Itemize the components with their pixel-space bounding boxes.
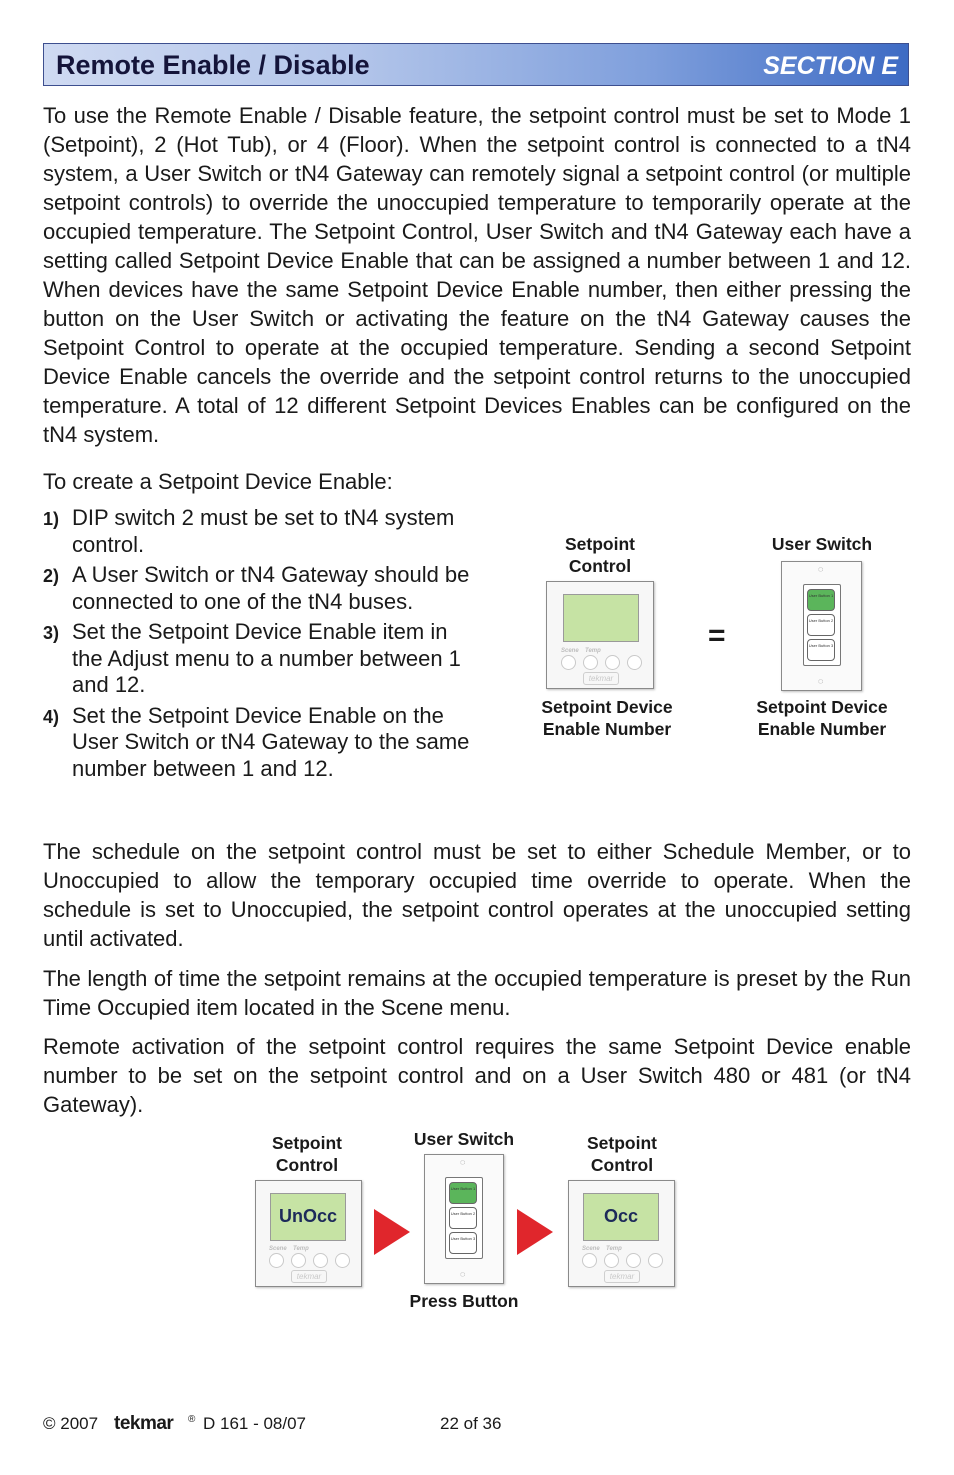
device-screen: Occ [583, 1193, 659, 1241]
section-banner [43, 43, 909, 86]
scene-button-label: Scene [269, 1246, 287, 1252]
figure2-right-label: Setpoint Control [587, 1133, 657, 1175]
temp-button-label: Temp [293, 1246, 309, 1252]
runtime-paragraph: The length of time the setpoint remains at the occupied temperature is preset by the Run Time Occupied item located in the Scene menu. [43, 966, 911, 1020]
device-button [313, 1253, 328, 1268]
user-switch-frame [445, 1177, 483, 1259]
user-button-2: User Button 2 [449, 1207, 477, 1229]
figure2-middle-label: User Switch [413, 1129, 515, 1149]
step-list [43, 505, 473, 786]
screw: ◌ [460, 1269, 466, 1279]
device-buttons [582, 1253, 663, 1268]
temp-button-label: Temp [606, 1246, 622, 1252]
figure1-setpoint-label: Setpoint Control [565, 534, 635, 576]
right-arrow-icon [374, 1209, 412, 1255]
device-logo: tekmar [583, 672, 619, 685]
footer-page-number: 22 of 36 [440, 1414, 502, 1433]
device-logo: tekmar [604, 1270, 640, 1283]
right-arrow-icon [517, 1209, 555, 1255]
device-button [269, 1253, 284, 1268]
step-text: DIP switch 2 must be set to tN4 system control. [72, 505, 455, 557]
device-button [626, 1253, 641, 1268]
scene-button-label: Scene [582, 1246, 600, 1252]
figure2-left-label: Setpoint Control [272, 1133, 342, 1175]
user-button-2: User Button 2 [807, 614, 835, 636]
footer-registered: ® [188, 1414, 196, 1425]
screw: ◌ [460, 1157, 466, 1167]
user-switch-frame [803, 584, 841, 666]
step-text: A User Switch or tN4 Gateway should be connected to one of the tN4 buses. [72, 562, 470, 614]
step-item [43, 703, 473, 783]
step-number: 4) [43, 706, 60, 727]
screw: ◌ [818, 564, 824, 574]
press-button-caption: Press Button [409, 1291, 519, 1311]
setpoint-control-unoccupied [255, 1180, 362, 1287]
section-label: SECTION E [763, 52, 898, 80]
device-button [604, 1253, 619, 1268]
footer-copyright: © 2007 [43, 1414, 99, 1433]
screw: ◌ [818, 676, 824, 686]
device-button [291, 1253, 306, 1268]
device-buttons [269, 1253, 350, 1268]
step-item [43, 562, 473, 615]
device-button [583, 655, 598, 670]
step-number: 3) [43, 623, 60, 643]
step-number: 1) [43, 509, 60, 529]
setpoint-control-occupied [568, 1180, 675, 1287]
remote-paragraph: Remote activation of the setpoint control requires the same Setpoint Device enable number to be set on the setpoint control and on a User Switch 480 or 481 (or tN4 Gateway). [43, 1034, 911, 1117]
user-button-3: User Button 3 [807, 639, 835, 661]
user-button-1: User Button 1 [807, 589, 835, 611]
step-item [43, 619, 473, 699]
step-text: Set the Setpoint Device Enable on the User Switch or tN4 Gateway to the same number between 1 and 12. [72, 702, 470, 781]
step-text: Set the Setpoint Device Enable item in the Adjust menu to a number between 1 and 12. [72, 619, 461, 697]
setpoint-control-device [546, 581, 654, 689]
user-switch-device [424, 1154, 504, 1284]
figure1-user-switch-label: User Switch [771, 534, 873, 554]
device-button [605, 655, 620, 670]
device-button [627, 655, 642, 670]
device-button [582, 1253, 597, 1268]
footer-doc-number: D 161 - 08/07 [203, 1414, 307, 1433]
temp-button-label: Temp [585, 648, 601, 654]
user-button-3: User Button 3 [449, 1232, 477, 1254]
device-button [648, 1253, 663, 1268]
user-switch-device [781, 561, 862, 691]
step-number: 2) [43, 566, 60, 586]
footer-brand-logo: tekmar [114, 1413, 174, 1434]
figure1-left-caption: Setpoint Device Enable Number [541, 697, 673, 739]
device-buttons [561, 655, 642, 670]
device-logo: tekmar [291, 1270, 327, 1283]
schedule-paragraph: The schedule on the setpoint control must be set to either Schedule Member, or to Unoccupied to allow the temporary occupied time override to operate. When the schedule is set to Unoccupied, the setpoint control operates at the unoccupied setting until activated. [43, 839, 911, 951]
create-heading: To create a Setpoint Device Enable: [43, 469, 393, 494]
equals-sign: = [708, 619, 726, 652]
scene-button-label: Scene [561, 648, 579, 654]
page-title: Remote Enable / Disable [56, 50, 370, 80]
device-button [335, 1253, 350, 1268]
intro-paragraph: To use the Remote Enable / Disable feature, the setpoint control must be set to Mode 1 (Setpoint), 2 (Hot Tub), or 4 (Floor). When the setpoint control is connected to a tN4 system, a User Switch or tN4 Gateway can remotely signal a setpoint control (or multiple setpoint controls) to override the unoccupied temperature to temporarily operate at the occupied temperature. The Setpoint Control, User Switch and tN4 Gateway each have a setting called Setpoint Device Enable that can be assigned a number between 1 and 12. When devices have the same Setpoint Device Enable number, then either pressing the button on the User Switch or activating the feature on the tN4 Gateway causes the Setpoint Control to operate at the occupied temperature. Sending a second Setpoint Device Enable cancels the override and the setpoint control returns to the unoccupied temperature. A total of 12 different Setpoint Devices Enables can be configured on the tN4 system. [43, 103, 911, 447]
step-item [43, 505, 473, 558]
device-button [561, 655, 576, 670]
figure1-right-caption: Setpoint Device Enable Number [756, 697, 888, 739]
device-screen: UnOcc [270, 1193, 346, 1241]
user-button-1: User Button 1 [449, 1182, 477, 1204]
device-screen [563, 594, 639, 642]
